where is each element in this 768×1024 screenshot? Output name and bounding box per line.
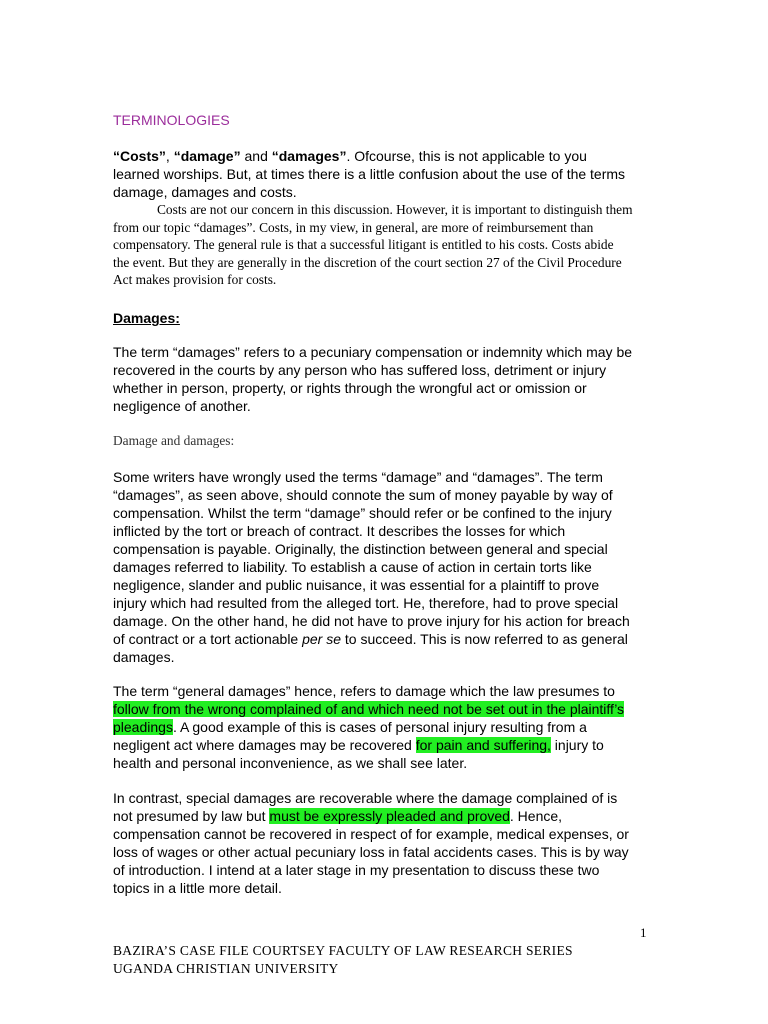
text-b: . Hence, compensation cannot be recovered in respect of for example, medical expenses, or loss of wages or other actual pecuniary loss in fatal accidents cases. This is by way of introduction. I intend at a later stage in my presentation to discuss these two topics in a little more detail. (113, 808, 629, 896)
section-heading-terminologies: TERMINOLOGIES (113, 112, 230, 128)
term-damage: “damage” (173, 148, 241, 164)
term-damages: “damages” (271, 148, 347, 164)
page-number: 1 (640, 925, 647, 940)
paragraph-costs-intro (113, 147, 633, 201)
paragraph-damage-vs-damages (113, 468, 633, 666)
paragraph-costs-detail: Costs are not our concern in this discussion. However, it is important to distinguish them from our topic “damages”. Costs, in my view, in general, are more of reimbursement than compensatory. The general rule is that a successful litigant is entitled to his costs. Costs abide the event. But they are generally in the discretion of the court section 27 of the Civil Procedure Act makes provision for costs. (113, 202, 633, 288)
paragraph-special-damages (113, 789, 633, 897)
text-rest: . Ofcourse, this is not applicable to you learned worships. But, at times there is a little confusion about the use of the terms damage, damages and costs. (113, 148, 626, 200)
subheading-damage-and-damages: Damage and damages: (113, 433, 235, 448)
text-a: In contrast, special damages are recoverable where the damage complained of is not presumed by law but (113, 790, 618, 824)
term-costs: “Costs” (113, 148, 166, 164)
page-footer (113, 942, 573, 978)
text-c: injury to health and personal inconvenience, as we shall see later. (113, 737, 604, 771)
text-before: Some writers have wrongly used the terms “damage” and “damages”. The term “damages”, as seen above, should connote the sum of money payable by way of compensation. Whilst the term “damage” should refer or be confined to the injury inflicted by the tort or breach of contract. It describes the losses for which compensation is payable. Originally, the distinction between general and special damages referred to liability. To establish a cause of action in certain torts like negligence, slander and public nuisance, it was essential for a plaintiff to prove injury which had resulted from the alleged tort. He, therefore, had to prove special damage. On the other hand, he did not have to prove injury for his action for breach of contract or a tort actionable (113, 469, 630, 647)
footer-line-1: BAZIRA’S CASE FILE COURTSEY FACULTY OF LAW RESEARCH SERIES (113, 943, 573, 958)
text-after: to succeed. This is now referred to as general damages. (113, 631, 628, 665)
footer-line-2: UGANDA CHRISTIAN UNIVERSITY (113, 961, 339, 976)
paragraph-general-damages (113, 682, 633, 772)
highlight-expressly-pleaded: must be expressly pleaded and proved (269, 808, 510, 824)
paragraph-damages-definition: The term “damages” refers to a pecuniary compensation or indemnity which may be recovered in the courts by any person who has suffered loss, detriment or injury whether in person, property, or rights through the wrongful act or omission or negligence of another. (113, 344, 633, 414)
highlight-presumed-damage: follow from the wrong complained of and which need not be set out in the plaintiff’s pleadings (113, 701, 625, 735)
text-comma: , (165, 148, 174, 164)
section-heading-damages: Damages: (113, 310, 180, 326)
text-a: The term “general damages” hence, refers to damage which the law presumes to (113, 683, 615, 699)
highlight-pain-and-suffering: for pain and suffering, (415, 737, 551, 753)
text-b: . A good example of this is cases of personal injury resulting from a negligent act where damages may be recovered (113, 719, 587, 753)
text-italic-per-se: per se (302, 631, 342, 647)
text-and: and (240, 148, 272, 164)
